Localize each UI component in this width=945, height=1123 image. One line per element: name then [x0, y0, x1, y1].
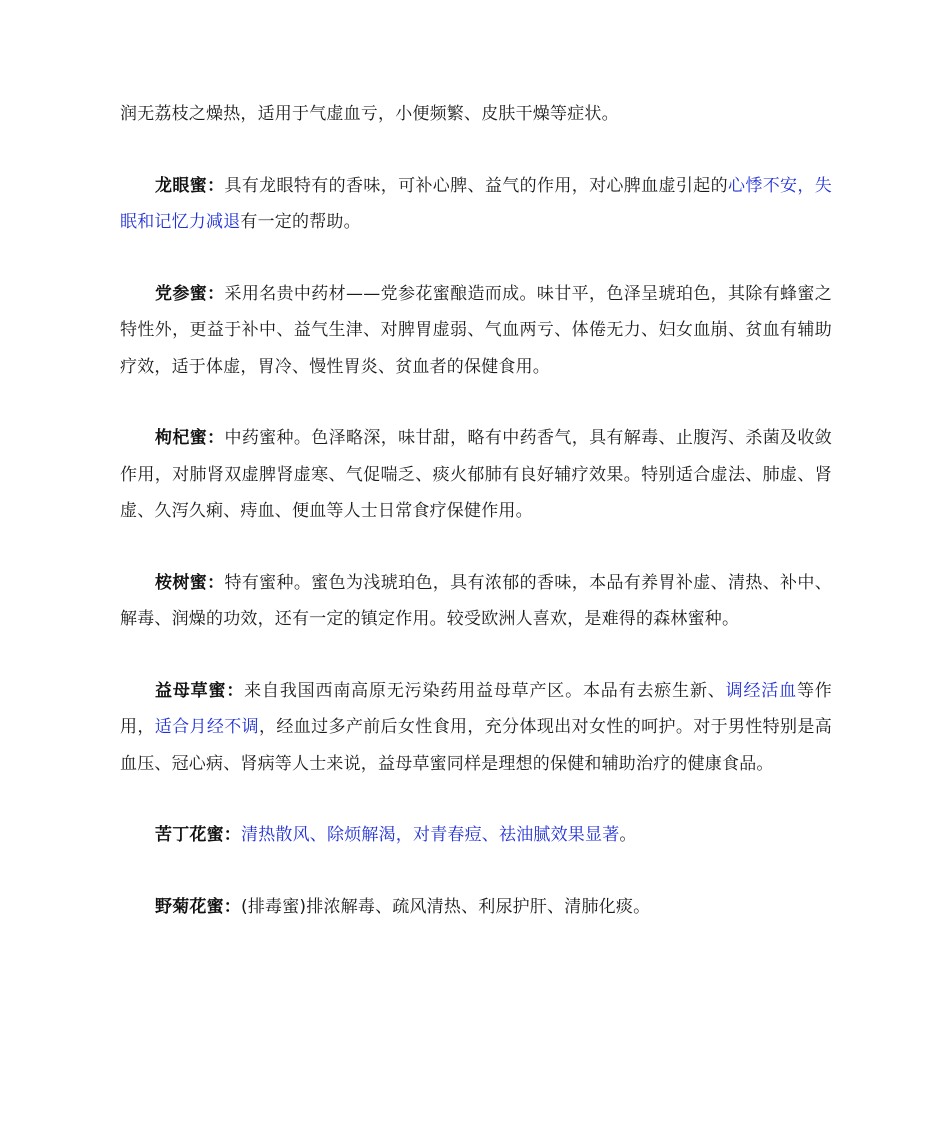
- entry-text-after: ，经血过多产前后女性食用，充分体现出对女性的呵护。对于男性特别是高血压、冠心病、肾病等人士来说，益母草蜜同样是理想的保健和辅助治疗的健康食品。: [120, 717, 832, 774]
- term-motherwort-honey: 益母草蜜：: [155, 680, 245, 701]
- entry-text-mid: 等作用，: [120, 680, 833, 737]
- entry-text-before: 具有龙眼特有的香味，可补心脾、益气的作用，对心脾血虚引起的: [224, 175, 728, 196]
- entry-text: 特有蜜种。蜜色为浅琥珀色，具有浓郁的香味，本品有养胃补虚、清热、补中、解毒、润燥的功效，还有一定的镇定作用。较受欧洲人喜欢，是难得的森林蜜种。: [120, 572, 832, 629]
- entry-text: (排毒蜜)排浓解毒、疏风清热、利尿护肝、清肺化痰。: [241, 896, 651, 917]
- entry-goji-honey: [120, 420, 832, 530]
- entry-text-before: 来自我国西南高原无污染药用益母草产区。本品有去瘀生新、: [244, 680, 726, 701]
- link-irregular-menstruation[interactable]: 适合月经不调: [154, 717, 259, 737]
- entry-longan-honey: [120, 168, 832, 241]
- link-clear-heat[interactable]: 清热散风、除烦解渴，对青春痘、祛油腻效果显著: [241, 825, 620, 845]
- entry-text: 采用名贵中药材——党参花蜜酿造而成。味甘平，色泽呈琥珀色，其除有蜂蜜之特性外，更益于补中、益气生津、对脾胃虚弱、气血两亏、体倦无力、妇女血崩、贫血有辅助疗效，适于体虚，胃冷、慢性胃炎、贫血者的保健食用。: [120, 283, 832, 377]
- entry-kudingcha-honey: [120, 817, 832, 854]
- term-kudingcha-honey: 苦丁花蜜：: [155, 825, 241, 845]
- term-wild-chrysanthemum-honey: 野菊花蜜：: [155, 896, 241, 917]
- link-palpitation-insomnia[interactable]: 心悸不安，失眠和记忆力减退: [120, 175, 832, 232]
- link-regulate-menstruation[interactable]: 调经活血: [725, 680, 797, 701]
- entry-text-after: 有一定的帮助。: [240, 212, 361, 232]
- document-page: [120, 96, 832, 960]
- term-longan-honey: 龙眼蜜：: [155, 175, 225, 196]
- term-codonopsis-honey: 党参蜜：: [155, 283, 225, 304]
- term-eucalyptus-honey: 桉树蜜：: [155, 572, 225, 593]
- term-goji-honey: 枸杞蜜：: [155, 428, 225, 448]
- entry-text: 中药蜜种。色泽略深，味甘甜，略有中药香气，具有解毒、止腹泻、杀菌及收敛作用，对肺肾双虚脾肾虚寒、气促喘乏、痰火郁肺有良好辅疗效果。特别适合虚法、肺虚、肾虚、久泻久痢、痔血、便血等人士日常食疗保健作用。: [120, 428, 832, 521]
- intro-paragraph: [120, 96, 832, 133]
- entry-wild-chrysanthemum-honey: [120, 889, 832, 926]
- entry-codonopsis-honey: [120, 276, 832, 386]
- entry-eucalyptus-honey: [120, 565, 832, 638]
- entry-text-after: 。: [619, 825, 637, 845]
- intro-text: 润无荔枝之燥热，适用于气虚血亏，小便频繁、皮肤干燥等症状。: [120, 104, 619, 124]
- entry-motherwort-honey: [120, 673, 832, 783]
